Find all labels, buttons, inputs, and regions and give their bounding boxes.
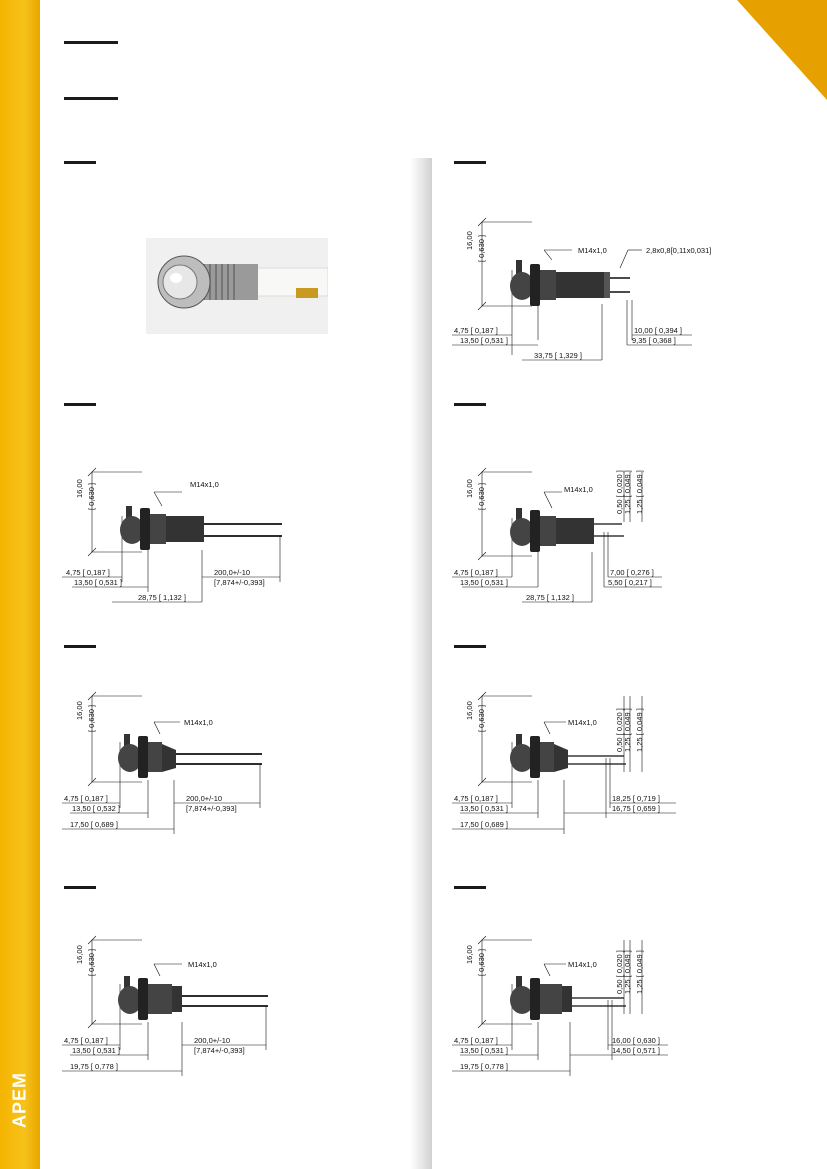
dim-b: 13,50 [ 0,531 ]: [460, 578, 508, 587]
wire-length: 200,0+/-10: [186, 794, 223, 803]
dim-e: 14,50 [ 0,571 ]: [612, 1046, 660, 1055]
section-rule: [64, 161, 96, 164]
drawing-tab-terminal: [452, 200, 792, 390]
dim-c: 19,75 [ 0,778 ]: [70, 1062, 118, 1071]
pin-dim-2: 1,25 [ 0,049 ]: [623, 470, 632, 514]
indicator-lamp-photo-icon: [146, 238, 328, 334]
dim-diameter-inch: [ 0,630 ]: [87, 482, 96, 510]
wire-length-inch: [7,874+/-0,393]: [194, 1046, 245, 1055]
wire-length: 200,0+/-10: [214, 568, 251, 577]
dim-d: 7,00 [ 0,276 ]: [610, 568, 654, 577]
pin-dim-1: 0,50 [ 0,020 ]: [615, 950, 624, 994]
dim-diameter-inch: [ 0,630 ]: [87, 704, 96, 732]
dim-a: 4,75 [ 0,187 ]: [454, 326, 498, 335]
drawing-pcb-pins-1: [452, 452, 792, 642]
brand-logo: [2, 1060, 38, 1140]
dim-b: 13,50 [ 0,531 ]: [460, 804, 508, 813]
dim-c: 19,75 [ 0,778 ]: [460, 1062, 508, 1071]
dim-d: 16,00 [ 0,630 ]: [612, 1036, 660, 1045]
drawing-wire-leads-2: [62, 692, 402, 882]
dim-diameter-inch: [ 0,630 ]: [477, 234, 486, 262]
dim-diameter-inch: [ 0,630 ]: [477, 482, 486, 510]
dim-diameter: 16,00: [465, 479, 474, 498]
thread-label: M14x1,0: [568, 960, 597, 969]
dim-c: 28,75 [ 1,132 ]: [526, 593, 574, 602]
header-rule-1: [64, 41, 118, 44]
pin-dim-3: 1,25 [ 0,049 ]: [635, 470, 644, 514]
dim-b: 13,50 [ 0,532 ]: [72, 804, 120, 813]
dim-b: 13,50 [ 0,531 ]: [460, 1046, 508, 1055]
dim-diameter: 16,00: [75, 701, 84, 720]
section-rule: [454, 161, 486, 164]
pin-dim-1: 0,50 [ 0,020 ]: [615, 708, 624, 752]
dim-b: 13,50 [ 0,531 ]: [74, 578, 122, 587]
section-rule: [64, 645, 96, 648]
section-rule: [454, 886, 486, 889]
dim-e: 9,35 [ 0,368 ]: [632, 336, 676, 345]
section-rule: [64, 886, 96, 889]
dim-b: 13,50 [ 0,531 ]: [72, 1046, 120, 1055]
thread-label: M14x1,0: [564, 485, 593, 494]
tab-label: 2,8x0,8[0,11x0,031]: [646, 246, 712, 255]
dim-diameter-inch: [ 0,630 ]: [87, 948, 96, 976]
section-rule: [64, 403, 96, 406]
pin-dim-3: 1,25 [ 0,049 ]: [635, 950, 644, 994]
brand-sidebar: [0, 0, 40, 1169]
drawing-wire-leads-1: [62, 452, 402, 642]
brand-text: APEM: [9, 1071, 30, 1129]
pin-dim-2: 1,25 [ 0,049 ]: [623, 708, 632, 752]
dim-diameter-inch: [ 0,630 ]: [477, 948, 486, 976]
dim-diameter: 16,00: [465, 945, 474, 964]
thread-label: M14x1,0: [184, 718, 213, 727]
dim-a: 4,75 [ 0,187 ]: [66, 568, 110, 577]
dim-diameter: 16,00: [465, 231, 474, 250]
section-rule: [454, 645, 486, 648]
wire-length: 200,0+/-10: [194, 1036, 231, 1045]
dim-diameter: 16,00: [75, 479, 84, 498]
dim-b: 13,50 [ 0,531 ]: [460, 336, 508, 345]
thread-label: M14x1,0: [188, 960, 217, 969]
dim-c: 28,75 [ 1,132 ]: [138, 593, 186, 602]
dim-diameter: 16,00: [465, 701, 474, 720]
drawing-pcb-pins-2: [452, 692, 792, 882]
dim-e: 16,75 [ 0,659 ]: [612, 804, 660, 813]
dim-c: 17,50 [ 0,689 ]: [70, 820, 118, 829]
section-rule: [454, 403, 486, 406]
thread-label: M14x1,0: [568, 718, 597, 727]
thread-label: M14x1,0: [190, 480, 219, 489]
product-photo: [146, 238, 328, 334]
dim-diameter-inch: [ 0,630 ]: [477, 704, 486, 732]
wire-length-inch: [7,874+/-0,393]: [214, 578, 265, 587]
column-divider: [410, 158, 432, 1169]
dim-e: 5,50 [ 0,217 ]: [608, 578, 652, 587]
dim-d: 10,00 [ 0,394 ]: [634, 326, 682, 335]
dim-c: 33,75 [ 1,329 ]: [534, 351, 582, 360]
header-rule-2: [64, 97, 118, 100]
dim-a: 4,75 [ 0,187 ]: [64, 794, 108, 803]
dim-a: 4,75 [ 0,187 ]: [454, 568, 498, 577]
thread-label: M14x1,0: [578, 246, 607, 255]
pin-dim-2: 1,25 [ 0,049 ]: [623, 950, 632, 994]
corner-accent: [717, 0, 827, 100]
pin-dim-3: 1,25 [ 0,049 ]: [635, 708, 644, 752]
pin-dim-1: 0,50 [ 0,020 ]: [615, 470, 624, 514]
dim-d: 18,25 [ 0,719 ]: [612, 794, 660, 803]
dim-diameter: 16,00: [75, 945, 84, 964]
dim-c: 17,50 [ 0,689 ]: [460, 820, 508, 829]
wire-length-inch: [7,874+/-0,393]: [186, 804, 237, 813]
dim-a: 4,75 [ 0,187 ]: [64, 1036, 108, 1045]
drawing-wire-leads-3: [62, 934, 402, 1124]
dim-a: 4,75 [ 0,187 ]: [454, 794, 498, 803]
drawing-pcb-pins-3: [452, 934, 792, 1124]
dim-a: 4,75 [ 0,187 ]: [454, 1036, 498, 1045]
